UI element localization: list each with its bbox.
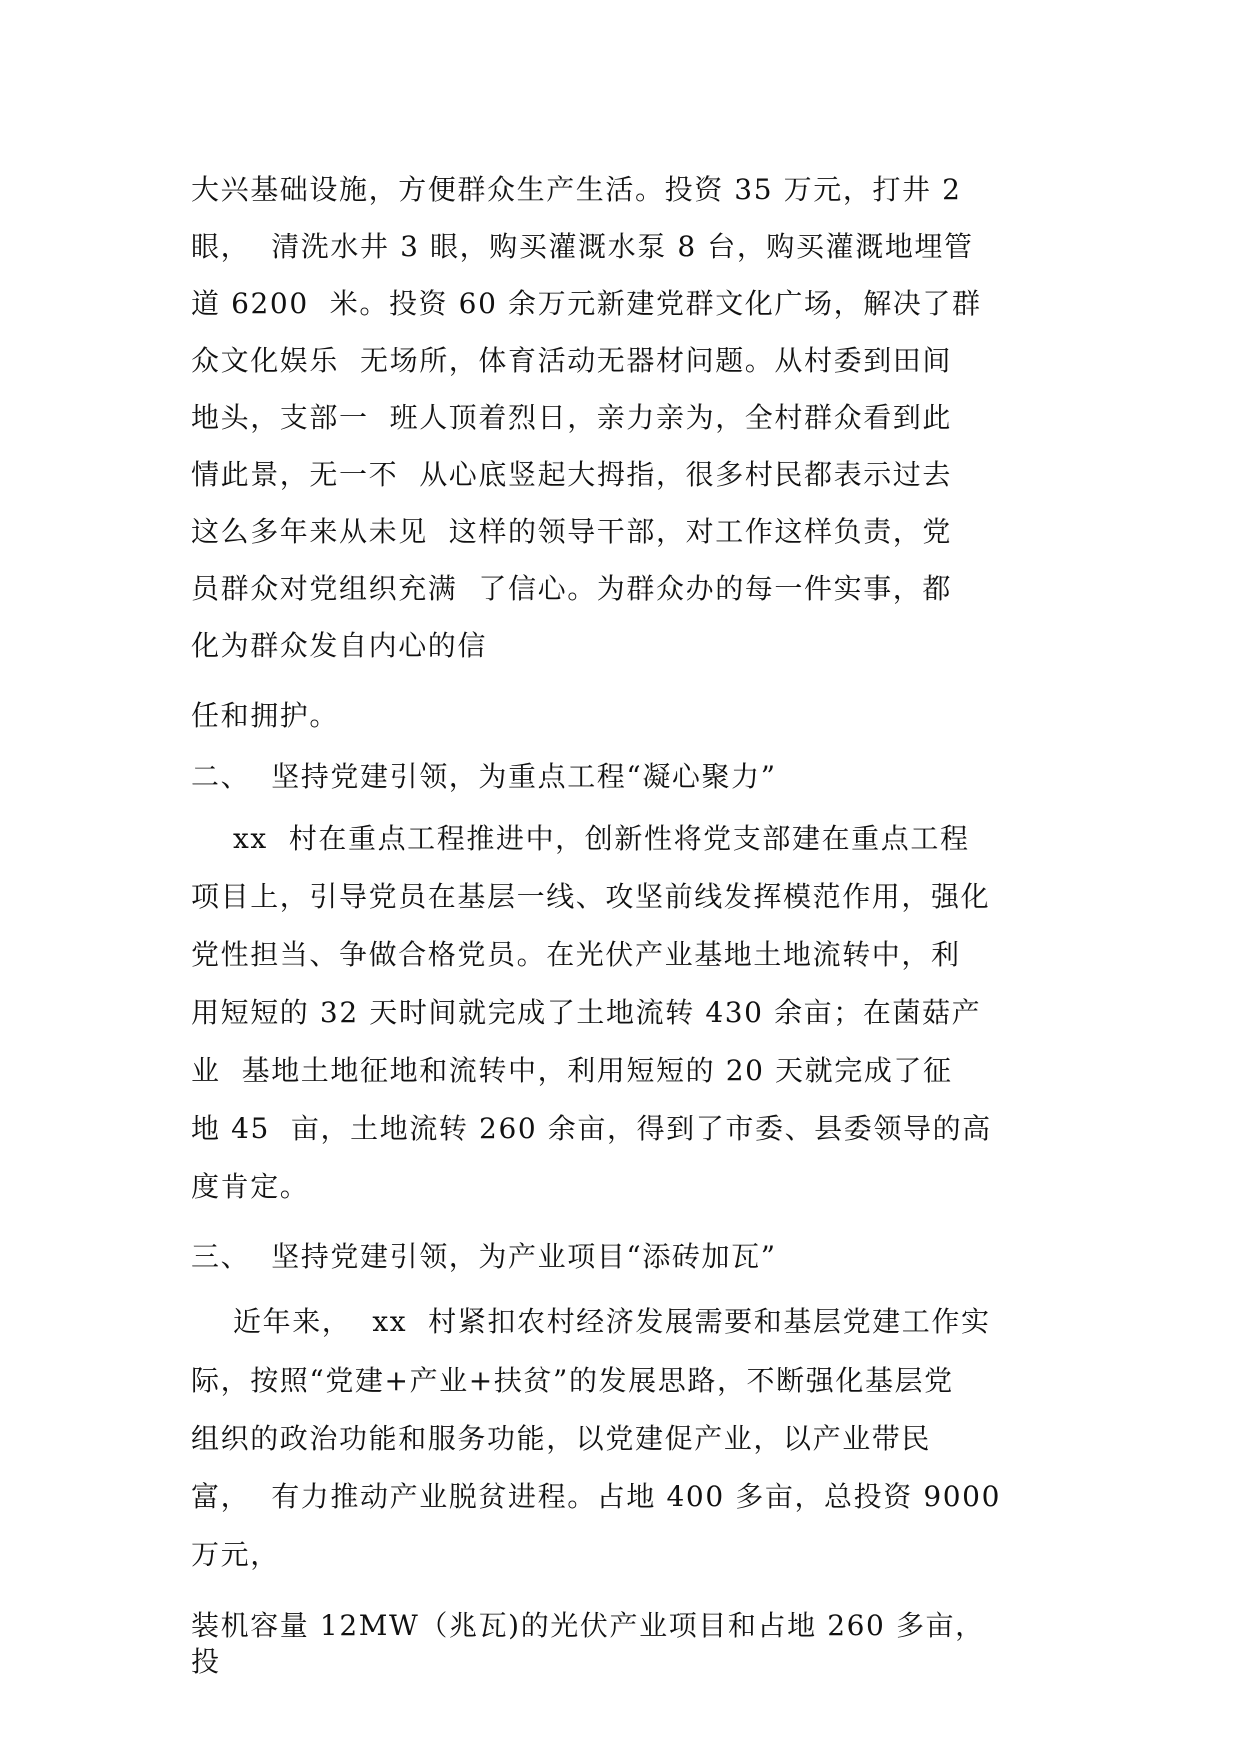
text-line: 地 45 亩，土地流转 260 余亩，得到了市委、县委领导的高 (191, 1112, 992, 1145)
text-line: 万元， (191, 1538, 280, 1571)
text-line: 富， 有力推动产业脱贫进程。占地 400 多亩，总投资 9000 (191, 1480, 1002, 1513)
text-line: 党性担当、争做合格党员。在光伏产业基地土地流转中，利 (191, 938, 961, 971)
text-line: 用短短的 32 天时间就完成了土地流转 430 余亩；在菌菇产 (191, 996, 982, 1029)
text-line: 投 (191, 1645, 221, 1678)
text-line: xx 村在重点工程推进中，创新性将党支部建在重点工程 (191, 822, 970, 855)
text-line: 情此景，无一不 从心底竖起大拇指，很多村民都表示过去 (191, 458, 953, 491)
text-line: 员群众对党组织充满 了信心。为群众办的每一件实事，都 (191, 572, 953, 605)
section-heading: 三、 坚持党建引领，为产业项目“添砖加瓦” (191, 1240, 777, 1273)
text-line: 际，按照“党建+产业+扶贫”的发展思路，不断强化基层党 (191, 1364, 954, 1397)
text-line: 业 基地土地征地和流转中，利用短短的 20 天就完成了征 (191, 1054, 953, 1087)
text-line: 装机容量 12MW（兆瓦)的光伏产业项目和占地 260 多亩， (191, 1609, 985, 1642)
text-line: 地头，支部一 班人顶着烈日，亲力亲为，全村群众看到此 (191, 401, 953, 434)
text-line: 这么多年来从未见 这样的领导干部，对工作这样负责，党 (191, 515, 953, 548)
text-line: 眼， 清洗水井 3 眼，购买灌溉水泵 8 台，购买灌溉地埋管 (191, 230, 974, 263)
text-line: 任和拥护。 (191, 699, 340, 732)
text-line: 近年来， xx 村紧扣农村经济发展需要和基层党建工作实 (191, 1305, 991, 1338)
text-line: 化为群众发自内心的信 (191, 629, 488, 662)
text-line: 道 6200 米。投资 60 余万元新建党群文化广场，解决了群 (191, 287, 982, 320)
text-line: 大兴基础设施，方便群众生产生活。投资 35 万元，打井 2 (191, 173, 962, 206)
text-line: 组织的政治功能和服务功能，以党建促产业，以产业带民 (191, 1422, 932, 1455)
section-heading: 二、 坚持党建引领，为重点工程“凝心聚力” (191, 760, 777, 793)
text-line: 度肯定。 (191, 1170, 310, 1203)
text-line: 众文化娱乐 无场所，体育活动无器材问题。从村委到田间 (191, 344, 953, 377)
text-line: 项目上，引导党员在基层一线、攻坚前线发挥模范作用，强化 (191, 880, 991, 913)
